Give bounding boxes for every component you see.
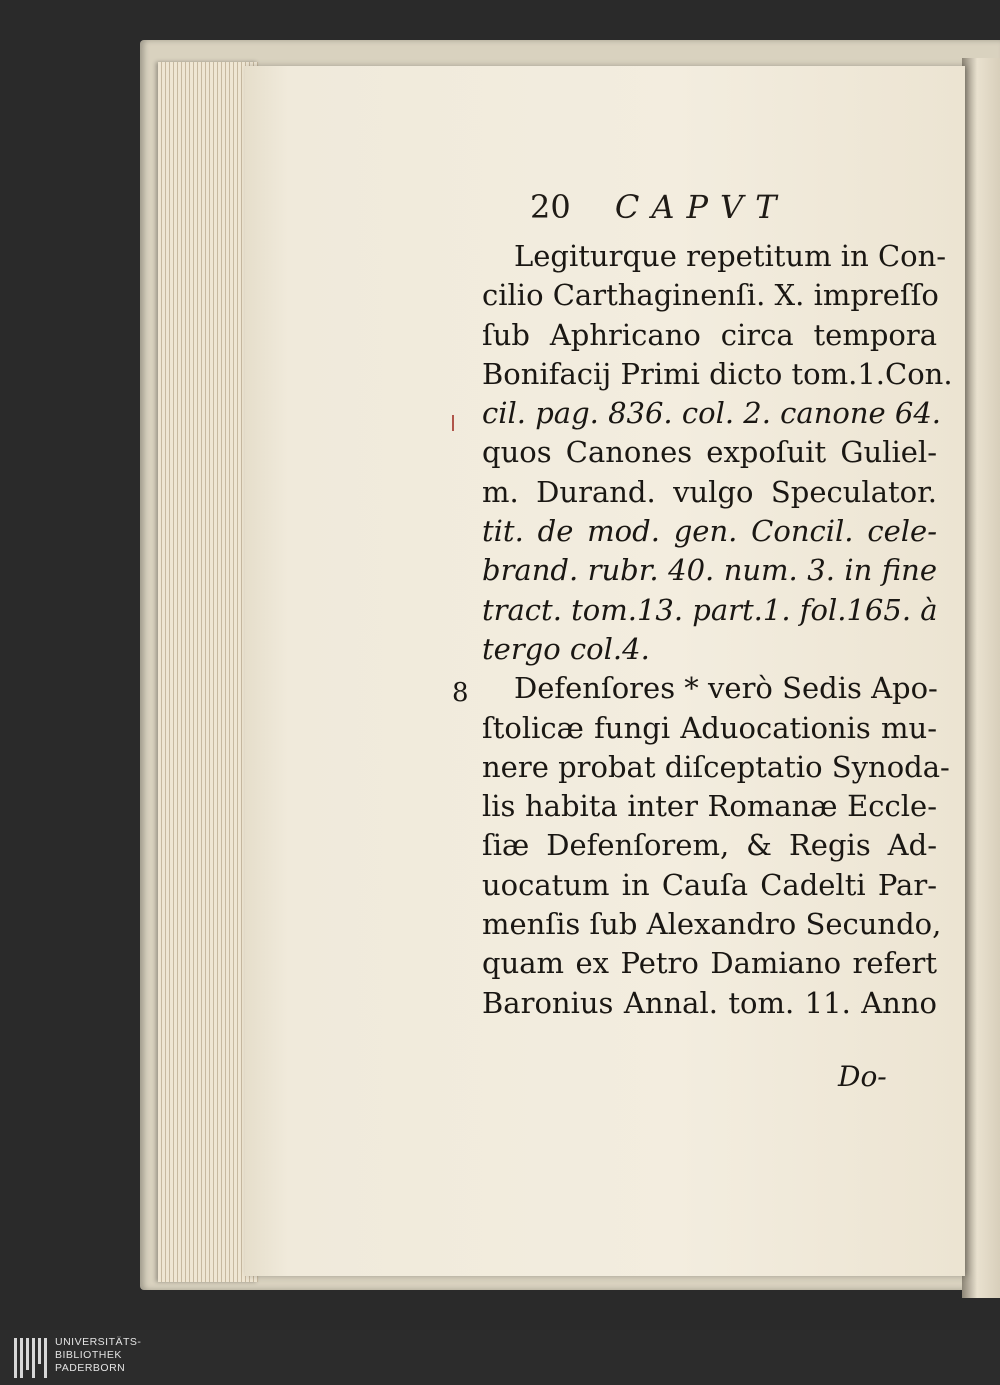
text-line: Legiturque repetitum in Con- (514, 239, 947, 273)
library-logo-icon (14, 1338, 48, 1378)
text-line: lis habita inter Romanæ Eccle- (482, 789, 937, 824)
text-line: cil. pag. 836. col. 2. canone 64. (482, 396, 942, 431)
text-line: menſis ſub Alexandro Secundo, (482, 907, 942, 942)
facing-page-edge (962, 58, 1000, 1298)
text-line: tract. tom.13. part.1. fol.165. à (482, 592, 938, 627)
text-line: quos Canones expoſuit Guliel- (482, 435, 937, 470)
margin-ink-mark (452, 415, 454, 431)
text-line: Baronius Annal. tom. 11. Anno (482, 985, 937, 1020)
text-line: cilio Carthaginenſi. X. impreſſo (482, 278, 939, 313)
text-line: m. Durand. vulgo Speculator. (482, 474, 937, 509)
text-line: uocatum in Cauſa Cadelti Par- (482, 867, 937, 902)
library-name-line: PADERBORN (55, 1362, 126, 1374)
library-name-line: BIBLIOTHEK (55, 1349, 122, 1361)
library-name (55, 1336, 141, 1375)
text-line: quam ex Petro Damiano refert (482, 946, 937, 981)
text-line: ſiæ Defenſorem, & Regis Ad- (482, 828, 937, 863)
text-line: nere probat diſceptatio Synoda- (482, 749, 950, 784)
catchword: Do- (838, 1060, 887, 1093)
running-title: CAPVT (614, 188, 789, 226)
text-line: ſub Aphricano circa tempora (482, 317, 937, 352)
text-line: tit. de mod. gen. Concil. cele- (482, 514, 937, 549)
running-head (530, 188, 788, 226)
marginal-number: 8 (452, 678, 469, 708)
text-line: ſtolicæ fungi Aduocationis mu- (482, 710, 937, 745)
body-text (482, 237, 953, 1023)
library-footer (0, 1330, 1000, 1385)
text-line: brand. rubr. 40. num. 3. in fine (482, 553, 937, 588)
text-line: Bonifacij Primi dicto tom.1.Con. (482, 356, 953, 391)
page-stack (158, 62, 258, 1282)
text-line: Defenſores * verò Sedis Apo- (514, 671, 938, 706)
page-number: 20 (530, 188, 571, 226)
library-name-line: UNIVERSITÄTS- (55, 1336, 142, 1348)
text-line: tergo col.4. (482, 631, 650, 666)
